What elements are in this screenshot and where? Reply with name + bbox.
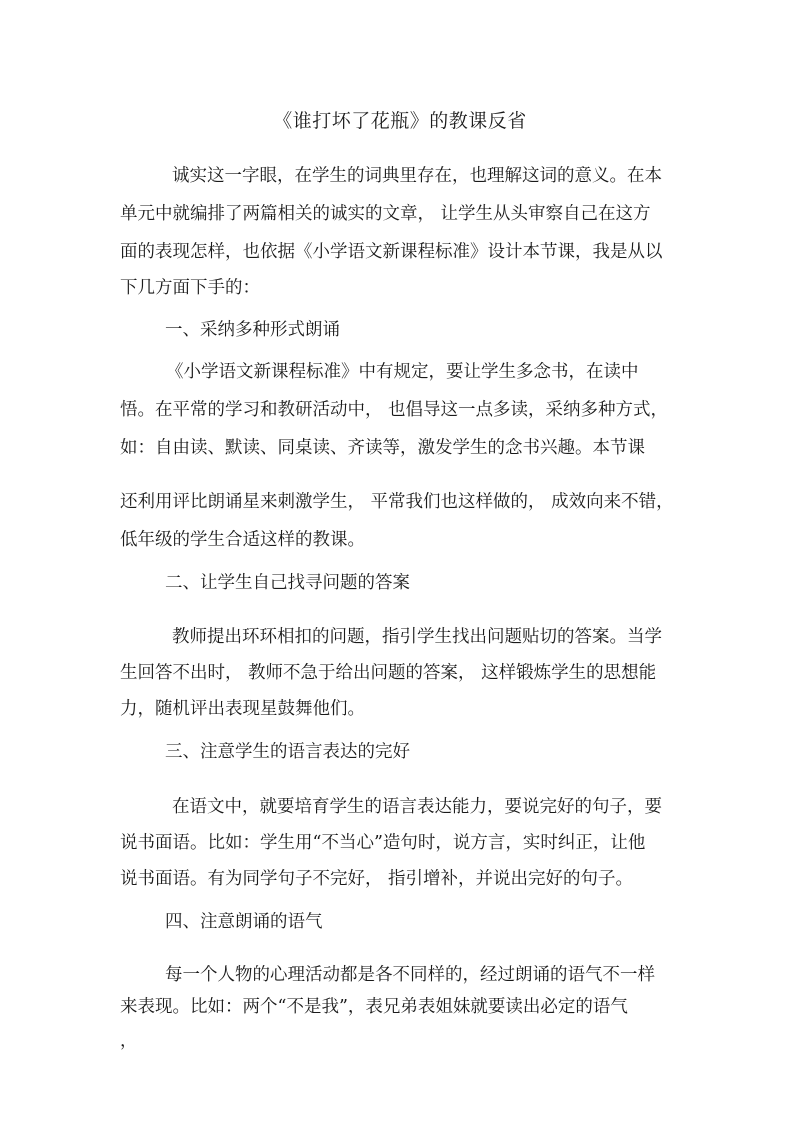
paragraph-line: 单元中就编排了两篇相关的诚实的文章， 让学生从头审察自己在这方 [120, 204, 651, 224]
paragraph-line: 来表现。比如：两个“不是我”，表兄弟表姐妹就要读出必定的语气 [120, 997, 628, 1017]
paragraph-line: 悟。在平常的学习和教研活动中， 也倡导这一点多读，采纳多种方式， [120, 400, 669, 420]
paragraph-line: 说书面语。有为同学句子不完好， 指引增补，并说出完好的句子。 [120, 869, 634, 889]
section-heading: 三、注意学生的语言表达的完好 [165, 742, 410, 762]
section-heading: 四、注意朗诵的语气 [165, 912, 323, 932]
paragraph-line: 下几方面下手的： [120, 278, 260, 298]
paragraph-line: 每一个人物的心理活动都是各不同样的，经过朗诵的语气不一样 [165, 965, 655, 985]
section-heading: 二、让学生自己找寻问题的答案 [165, 573, 410, 593]
paragraph-line: 教师提出环环相扣的问题，指引学生找出问题贴切的答案。当学 [172, 627, 662, 647]
section-heading: 一、采纳多种形式朗诵 [165, 320, 340, 340]
paragraph-line: 如：自由读、默读、同桌读、齐读等，激发学生的念书兴趣。本节课 [120, 438, 645, 458]
paragraph-line: 说书面语。比如：学生用“不当心”造句时，说方言，实时纠正，让他 [120, 833, 646, 853]
trailing-comma: ， [120, 1031, 137, 1051]
paragraph-line: 面的表现怎样，也依据《小学语文新课程标准》设计本节课，我是从以 [120, 242, 663, 262]
paragraph-line: 《小学语文新课程标准》中有规定，要让学生多念书，在读中 [166, 362, 639, 382]
paragraph-line: 诚实这一字眼，在学生的词典里存在，也理解这词的意义。在本 [172, 166, 662, 186]
paragraph-line: 还利用评比朗诵星来刺激学生， 平常我们也这样做的， 成效向来不错， [120, 492, 674, 512]
paragraph-line: 在语文中，就要培育学生的语言表达能力，要说完好的句子，要 [172, 797, 662, 817]
paragraph-line: 力，随机评出表现星鼓舞他们。 [120, 699, 365, 719]
paragraph-line: 生回答不出时， 教师不急于给出问题的答案， 这样锻炼学生的思想能 [120, 663, 657, 683]
paragraph-line: 低年级的学生合适这样的教课。 [120, 530, 365, 550]
document-title: 《谁打坏了花瓶》的教课反省 [273, 110, 527, 132]
